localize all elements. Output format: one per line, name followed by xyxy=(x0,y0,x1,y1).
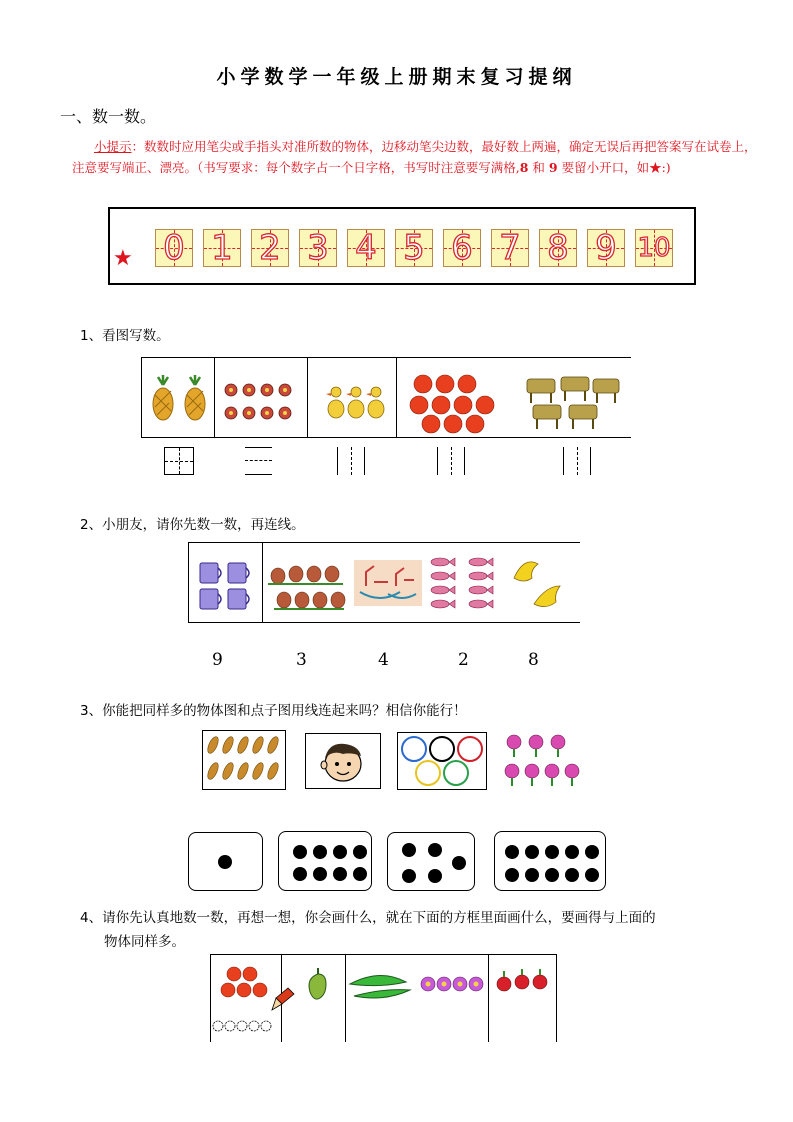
answer-cell[interactable] xyxy=(437,447,465,475)
q1-pictures xyxy=(141,357,631,438)
q4-pictures xyxy=(210,954,557,1042)
digit-glyph: 0 xyxy=(163,228,185,268)
pepper-icon xyxy=(309,968,326,999)
dot-card-8[interactable] xyxy=(278,831,372,891)
tip-label: 小提示 xyxy=(94,139,132,154)
question-3: 3、你能把同样多的物体图和点子图用线连起来吗？相信你能行！ xyxy=(80,703,467,719)
number-label[interactable]: 3 xyxy=(296,650,307,670)
digit-cell-4 xyxy=(347,229,385,267)
q2-picture-table xyxy=(188,542,580,623)
pencil-icon xyxy=(272,988,294,1010)
digit-glyph: 4 xyxy=(355,228,377,268)
digit-glyph: 6 xyxy=(451,228,473,268)
answer-cell[interactable] xyxy=(164,447,194,475)
duck-icon xyxy=(328,387,384,418)
question-4-line-1: 4、请你先认真地数一数，再想一想，你会画什么，就在下面的方框里面画什么，要画得与上面的 xyxy=(80,910,656,926)
tomato-icon xyxy=(221,967,267,997)
section-heading: 一、数一数。 xyxy=(60,107,157,126)
digit-glyph: 8 xyxy=(547,228,569,268)
answer-cell[interactable] xyxy=(245,447,272,475)
digit-cell-6 xyxy=(443,229,481,267)
pineapple-icon xyxy=(185,375,205,420)
flower-icon xyxy=(225,384,291,419)
circle-outline xyxy=(213,1021,271,1031)
tomato-icon xyxy=(410,375,494,433)
number-label[interactable]: 4 xyxy=(378,650,389,670)
dot-card-10[interactable] xyxy=(494,831,606,891)
roses-picture-box[interactable] xyxy=(500,729,586,789)
boy-picture-box[interactable] xyxy=(305,733,381,789)
question-4-line-2: 物体同样多。 xyxy=(104,934,185,950)
number-label[interactable]: 2 xyxy=(458,650,469,670)
radish-icon xyxy=(497,975,547,991)
number-label[interactable]: 9 xyxy=(212,650,223,670)
cucumber-icon xyxy=(350,975,410,998)
dot xyxy=(218,855,232,869)
digit-glyph: 5 xyxy=(403,228,425,268)
page-title: 小学数学一年级上册期末复习提纲 xyxy=(216,66,577,88)
question-2: 2、小朋友，请你先数一数，再连线。 xyxy=(80,517,305,533)
digit-glyph: 3 xyxy=(307,228,329,268)
digit-cell-2 xyxy=(251,229,289,267)
digit-cell-7 xyxy=(491,229,529,267)
digit-cell-10 xyxy=(635,229,673,267)
q4-drawing-table xyxy=(210,954,557,1042)
digit-cell-1 xyxy=(203,229,241,267)
digit-glyph: 2 xyxy=(259,228,281,268)
pineapple-icon xyxy=(153,375,173,420)
digit-glyph: 9 xyxy=(595,228,617,268)
digit-glyph: 10 xyxy=(637,233,671,263)
q1-picture-table xyxy=(141,357,631,438)
tip-paragraph: 小提示：数数时应用笔尖或手指头对准所数的物体，边移动笔尖边数，最好数上两遍，确定无误后再把答案写在试卷上，注意要写端正、漂亮。（书写要求：每个数字占一个日字格，书写时注意要写满格,8 和 9 要留小开口，如★:) xyxy=(72,139,757,175)
squirrel-icon xyxy=(271,566,345,608)
question-1: 1、看图写数。 xyxy=(80,328,170,344)
bird-icon xyxy=(514,562,560,607)
dot-card-5[interactable] xyxy=(387,832,475,891)
digit-cell-9 xyxy=(587,229,625,267)
digit-cell-3 xyxy=(299,229,337,267)
star-icon: ★ xyxy=(649,160,662,175)
olympic-rings-icon xyxy=(398,733,486,789)
digit-glyph: 1 xyxy=(211,228,233,268)
answer-cell[interactable] xyxy=(563,447,591,475)
answer-cell[interactable] xyxy=(337,447,365,475)
cow-icon xyxy=(527,377,619,429)
boy-face-icon xyxy=(306,734,380,788)
number-label[interactable]: 8 xyxy=(528,650,539,670)
dot-card-1[interactable] xyxy=(188,832,263,891)
rose-icon xyxy=(500,729,586,789)
digit-cell-8 xyxy=(539,229,577,267)
cup-icon xyxy=(200,563,246,609)
q2-pictures xyxy=(188,542,580,623)
digit-glyph: 7 xyxy=(499,228,521,268)
fish-icon xyxy=(431,558,493,608)
wheat-picture-box[interactable] xyxy=(202,730,286,790)
rings-picture-box[interactable] xyxy=(397,732,487,790)
star-icon: ★ xyxy=(113,246,133,271)
digit-cell-0 xyxy=(155,229,193,267)
digit-cell-5 xyxy=(395,229,433,267)
wheat-icon xyxy=(203,731,285,789)
